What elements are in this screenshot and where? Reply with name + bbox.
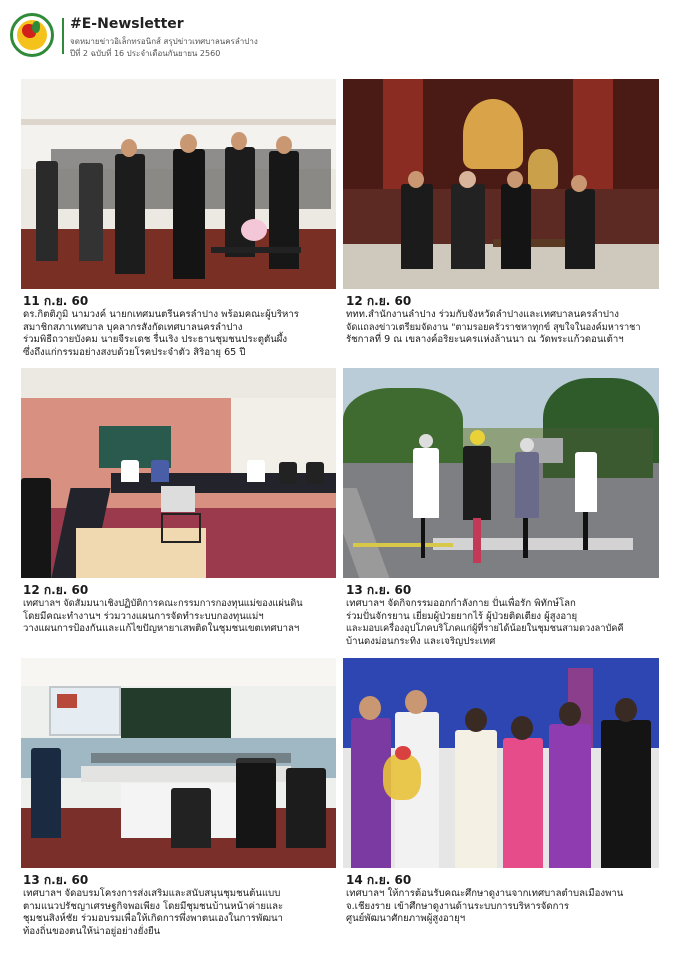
news-text-line: ร่วมพิธีถวายบังคม นายจีระเดช รื่นเริง ประธานชุมชนประตูตันผึ้ง — [23, 334, 288, 346]
news-date: 11 ก.ย. 60 — [23, 294, 89, 308]
news-photo-6 — [343, 658, 659, 868]
news-caption-3 — [23, 583, 303, 636]
news-text-line: ททท.สำนักงานลำปาง ร่วมกับจังหวัดลำปางและเทศบาลนครลำปาง — [346, 309, 619, 320]
news-text-line: ดร.กิตติภูมิ นามวงค์ นายกเทศมนตรีนครลำปาง พร้อมคณะผู้บริหาร — [23, 309, 299, 320]
news-date: 12 ก.ย. 60 — [346, 294, 412, 308]
news-caption-6 — [346, 873, 623, 926]
news-text-line: ซึ่งถึงแก่กรรมอย่างสงบด้วยโรคประจำตัว สิริอายุ 65 ปี — [23, 346, 246, 358]
news-photo-3 — [21, 368, 336, 578]
news-text-line: จ.เชียงราย เข้าศึกษาดูงานด้านระบบการบริหารจัดการ — [346, 900, 569, 912]
news-date: 14 ก.ย. 60 — [346, 873, 412, 887]
news-text-line: เทศบาลฯ จัดสัมมนาเชิงปฏิบัติการคณะกรรมการกองทุนแม่ของแผ่นดิน — [23, 598, 303, 609]
newsletter-issue: ปีที่ 2 ฉบับที่ 16 ประจำเดือนกันยายน 2560 — [70, 49, 221, 58]
news-text-line: จัดแถลงข่าวเตรียมจัดงาน "ตามรอยครัวราชหาทุกข์ สุขใจในองค์มหาราชา — [346, 321, 641, 333]
news-text-line: และมอบเครื่องอุปโภคบริโภคแก่ผู้ที่รายได้น้อยในชุมชนสามดวงลาบัคคี — [346, 623, 624, 635]
news-text-line: ชุมชนสิงห์ชัย ร่วมอบรมเพื่อให้เกิดการพึ่งพาตนเองในการพัฒนา — [23, 913, 283, 925]
news-text-line: ท้องถิ่นของตนให้น่าอยู่อย่างยั่งยืน — [23, 925, 161, 937]
newsletter-subtitle: จดหมายข่าวอิเล็กทรอนิกส์ สรุปข่าวเทศบาลนครลำปาง — [70, 37, 258, 46]
news-text-line: บ้านดงม่อนกระทิง และเจริญประเทศ — [346, 635, 496, 647]
news-text-line: วางแผนการป้องกันและแก้ไขปัญหายาเสพติดในชุมชนเขตเทศบาลฯ — [23, 623, 300, 635]
header-divider — [62, 18, 64, 54]
news-text-line: โดยมีคณะทำงานฯ ร่วมวางแผนการจัดทำระบบกองทุนแม่ฯ — [23, 610, 264, 622]
news-photo-1 — [21, 79, 336, 289]
news-text-line: เทศบาลฯ จัดกิจกรรมออกกำลังกาย ปั่นเพื่อรัก พิทักษ์โลก — [346, 598, 576, 609]
news-caption-4 — [346, 583, 624, 648]
news-photo-2 — [343, 79, 659, 289]
news-text-line: ตามแนวปรัชญาเศรษฐกิจพอเพียง โดยมีชุมชนบ้านหน้าค่ายและ — [23, 900, 284, 912]
newsletter-title: #E-Newsletter — [70, 16, 184, 32]
news-photo-4 — [343, 368, 659, 578]
news-date: 13 ก.ย. 60 — [346, 583, 412, 597]
newsletter-header — [0, 0, 679, 68]
news-photo-5 — [21, 658, 336, 868]
news-text-line: รัชกาลที่ 9 ณ เขลางค์อริยะนครแห่งล้านนา ณ วัดพระแก้วดอนเต้าฯ — [346, 334, 624, 346]
news-text-line: ร่วมปั่นจักรยาน เยี่ยมผู้ป่วยยากไร้ ผู้ป่วยติดเตียง ผู้สูงอายุ — [346, 610, 578, 622]
news-text-line: สมาชิกสภาเทศบาล บุคลากรสังกัดเทศบาลนครลำปาง — [23, 321, 243, 333]
news-date: 13 ก.ย. 60 — [23, 873, 89, 887]
news-text-line: เทศบาลฯ ให้การต้อนรับคณะศึกษาดูงานจากเทศบาลตำบลเมืองพาน — [346, 888, 624, 899]
news-caption-2 — [346, 294, 641, 347]
news-date: 12 ก.ย. 60 — [23, 583, 89, 597]
news-caption-5 — [23, 873, 283, 938]
news-caption-1 — [23, 294, 299, 359]
news-text-line: ศูนย์พัฒนาศักยภาพผู้สูงอายุฯ — [346, 913, 466, 925]
news-text-line: เทศบาลฯ จัดอบรมโครงการส่งเสริมและสนับสนุนชุมชนต้นแบบ — [23, 888, 281, 899]
lampang-municipality-logo-icon — [10, 13, 54, 57]
